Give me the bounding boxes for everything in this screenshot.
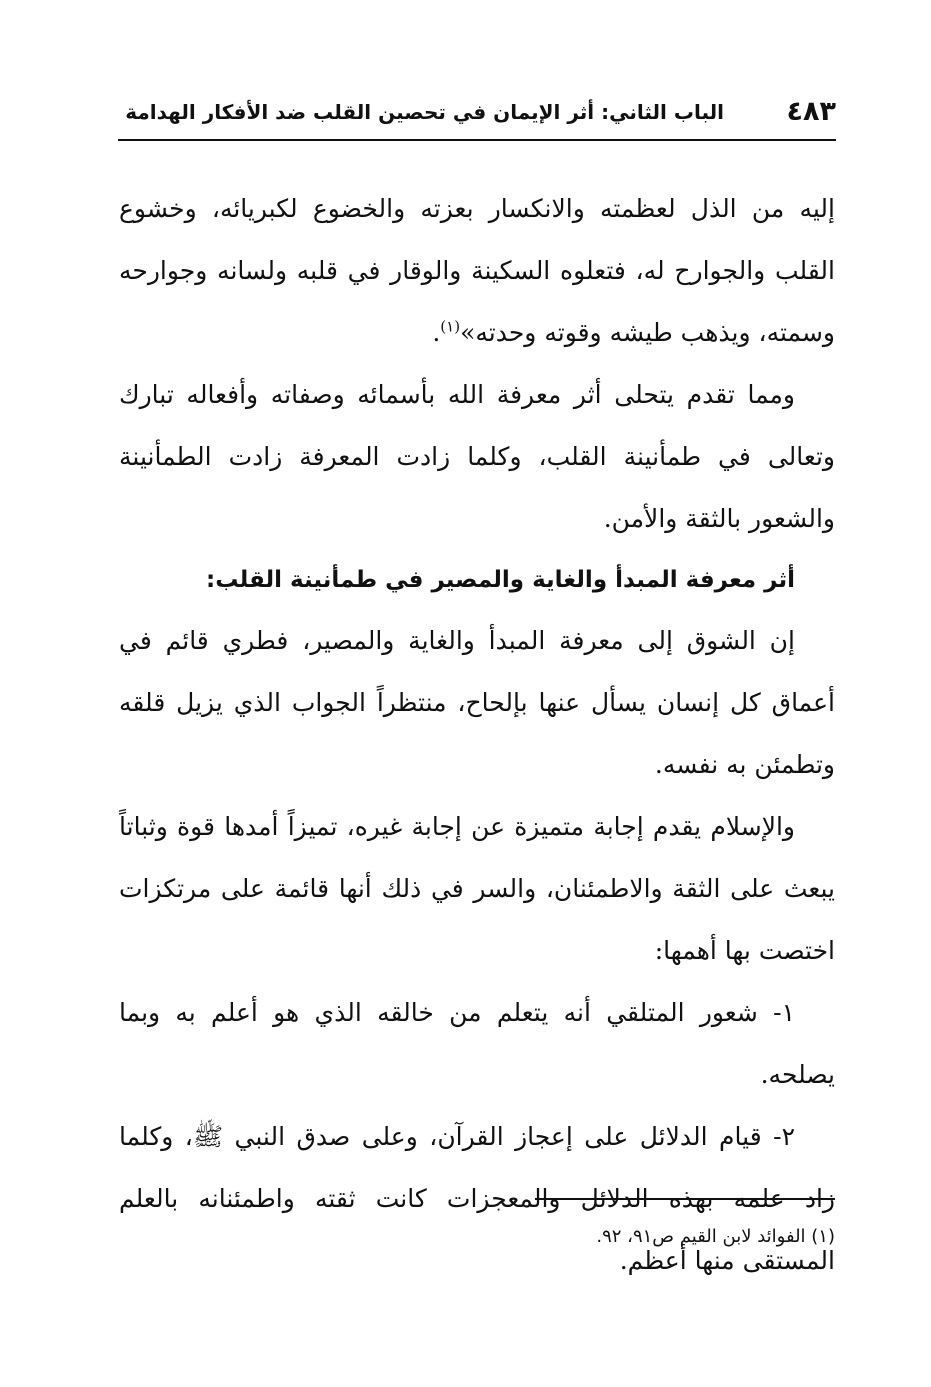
list-item-1: ١- شعور المتلقي أنه يتعلم من خالقه الذي هو أعلم به وبما يصلحه.	[119, 998, 835, 1089]
main-text	[119, 178, 835, 1292]
paragraph-longing: إن الشوق إلى معرفة المبدأ والغاية والمصير، فطري قائم في أعماق كل إنسان يسأل عنها بإلحاح، منتظراً الجواب الذي يزيل قلقه وتطمئن به نفسه.	[119, 626, 835, 779]
header-divider	[118, 139, 836, 141]
paragraph-end-punctuation: .	[432, 318, 441, 347]
paragraph-knowledge-of-god: ومما تقدم يتحلى أثر معرفة الله بأسمائه وصفاته وأفعاله تبارك وتعالى في طمأنينة القلب، وكلما زادت المعرفة زادت الطمأنينة والشعور بالثقة والأمن.	[119, 380, 835, 533]
running-header-title: الباب الثاني: أثر الإيمان في تحصين القلب ضد الأفكار الهدامة	[125, 100, 724, 124]
list-item-2: ٢- قيام الدلائل على إعجاز القرآن، وعلى صدق النبي ﷺ، وكلما زاد علمه بهذه الدلائل والمعجزات كانت ثقته واطمئنانه بالعلم المستقى منها أعظم.	[119, 1122, 835, 1275]
page-number: ٤٨٣	[786, 96, 836, 127]
footnote-divider	[535, 1198, 835, 1200]
footnote: (١) الفوائد لابن القيم ص٩١، ٩٢.	[596, 1226, 835, 1247]
paragraph-islam-answer: والإسلام يقدم إجابة متميزة عن إجابة غيره، تميزاً أمدها قوة وثباتاً يبعث على الثقة والاطمئنان، والسر في ذلك أنها قائمة على مرتكزات اختصت بها أهمها:	[119, 812, 835, 965]
section-heading: أثر معرفة المبدأ والغاية والمصير في طمأنينة القلب:	[206, 567, 795, 593]
running-header	[118, 92, 836, 142]
footnote-reference: (١)	[440, 317, 461, 336]
paragraph-quote-continuation	[119, 178, 835, 364]
paragraph-text: إليه من الذل لعظمته والانكسار بعزته والخضوع لكبريائه، وخشوع القلب والجوارح له، فتعلوه السكينة والوقار في قلبه ولسانه وجوارحه وسمته، ويذهب طيشه وقوته وحدته»	[119, 194, 835, 347]
